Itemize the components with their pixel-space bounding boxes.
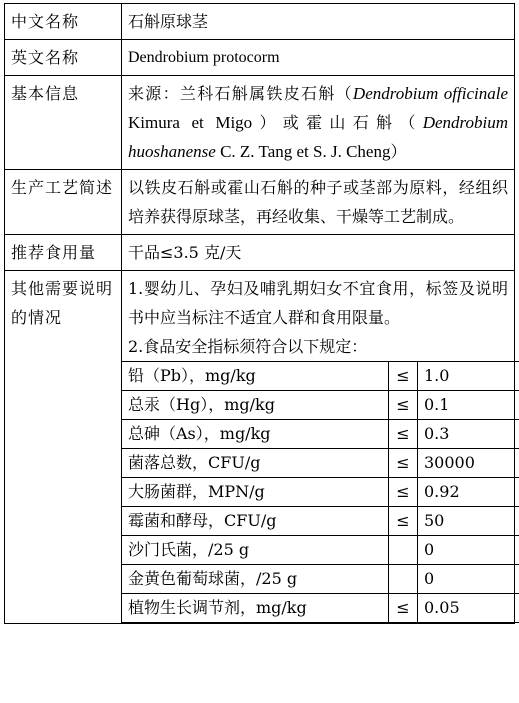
limit-comparator: ≤ — [389, 362, 418, 391]
limit-row — [122, 420, 519, 449]
limit-row — [122, 391, 519, 420]
limit-item: 总汞（Hg），mg/kg — [122, 391, 389, 420]
limit-row — [122, 536, 519, 565]
limit-comparator — [389, 565, 418, 594]
row-cn-name — [5, 4, 515, 40]
limits-table — [122, 361, 519, 623]
note-1: 1.婴幼儿、孕妇及哺乳期妇女不宜食用，标签及说明书中应当标注不适宜人群和食用限量。 — [128, 279, 508, 327]
label-process: 生产工艺简述 — [5, 170, 122, 235]
limit-value: 0.1 — [418, 391, 519, 420]
limit-comparator: ≤ — [389, 594, 418, 623]
basic-mid-text: ）或霍山石斛（ — [252, 113, 423, 132]
value-dosage: 干品≤3.5 克/天 — [122, 235, 515, 271]
limit-item: 植物生长调节剂，mg/kg — [122, 594, 389, 623]
limit-value: 0.3 — [418, 420, 519, 449]
limit-item: 金黄色葡萄球菌，/25 g — [122, 565, 389, 594]
value-en-name: Dendrobium protocorm — [122, 40, 515, 76]
limit-comparator: ≤ — [389, 478, 418, 507]
author-2: C. Z. Tang et S. J. Cheng — [215, 142, 391, 161]
label-en-name: 英文名称 — [5, 40, 122, 76]
value-basic — [122, 76, 515, 170]
basic-source-text: 来源：兰科石斛属铁皮石斛（ — [128, 84, 353, 103]
limit-value: 0.05 — [418, 594, 519, 623]
note-2: 2.食品安全指标须符合以下规定： — [128, 337, 368, 356]
limit-item: 大肠菌群，MPN/g — [122, 478, 389, 507]
limit-item: 沙门氏菌，/25 g — [122, 536, 389, 565]
limit-item: 菌落总数，CFU/g — [122, 449, 389, 478]
row-process — [5, 170, 515, 235]
label-dosage: 推荐食用量 — [5, 235, 122, 271]
limit-comparator: ≤ — [389, 507, 418, 536]
basic-end-text: ） — [390, 142, 407, 161]
limit-item: 总砷（As），mg/kg — [122, 420, 389, 449]
limit-value: 0 — [418, 565, 519, 594]
latin-name-1: Dendrobium officinale — [352, 84, 508, 103]
limit-value: 0.92 — [418, 478, 519, 507]
limit-row — [122, 565, 519, 594]
limit-row — [122, 449, 519, 478]
limit-comparator: ≤ — [389, 449, 418, 478]
row-other — [5, 271, 515, 624]
limit-comparator: ≤ — [389, 391, 418, 420]
limit-item: 霉菌和酵母，CFU/g — [122, 507, 389, 536]
row-basic — [5, 76, 515, 170]
value-other — [122, 271, 515, 624]
limit-comparator: ≤ — [389, 420, 418, 449]
limit-row — [122, 362, 519, 391]
row-dosage — [5, 235, 515, 271]
limit-value: 1.0 — [418, 362, 519, 391]
limit-value: 50 — [418, 507, 519, 536]
limit-value: 0 — [418, 536, 519, 565]
limit-value: 30000 — [418, 449, 519, 478]
label-cn-name: 中文名称 — [5, 4, 122, 40]
label-other: 其他需要说明的情况 — [5, 271, 122, 624]
limit-comparator — [389, 536, 418, 565]
document — [4, 3, 515, 624]
limit-item: 铅（Pb），mg/kg — [122, 362, 389, 391]
limit-row — [122, 478, 519, 507]
latin-name-2: Dendrobium huoshanense — [128, 113, 508, 161]
author-1: Kimura et Migo — [128, 113, 253, 132]
limit-row — [122, 594, 519, 623]
value-process: 以铁皮石斛或霍山石斛的种子或茎部为原料，经组织培养获得原球茎，再经收集、干燥等工艺制成。 — [122, 170, 515, 235]
value-cn-name: 石斛原球茎 — [122, 4, 515, 40]
row-en-name — [5, 40, 515, 76]
label-basic: 基本信息 — [5, 76, 122, 170]
info-table — [4, 3, 515, 624]
limit-row — [122, 507, 519, 536]
